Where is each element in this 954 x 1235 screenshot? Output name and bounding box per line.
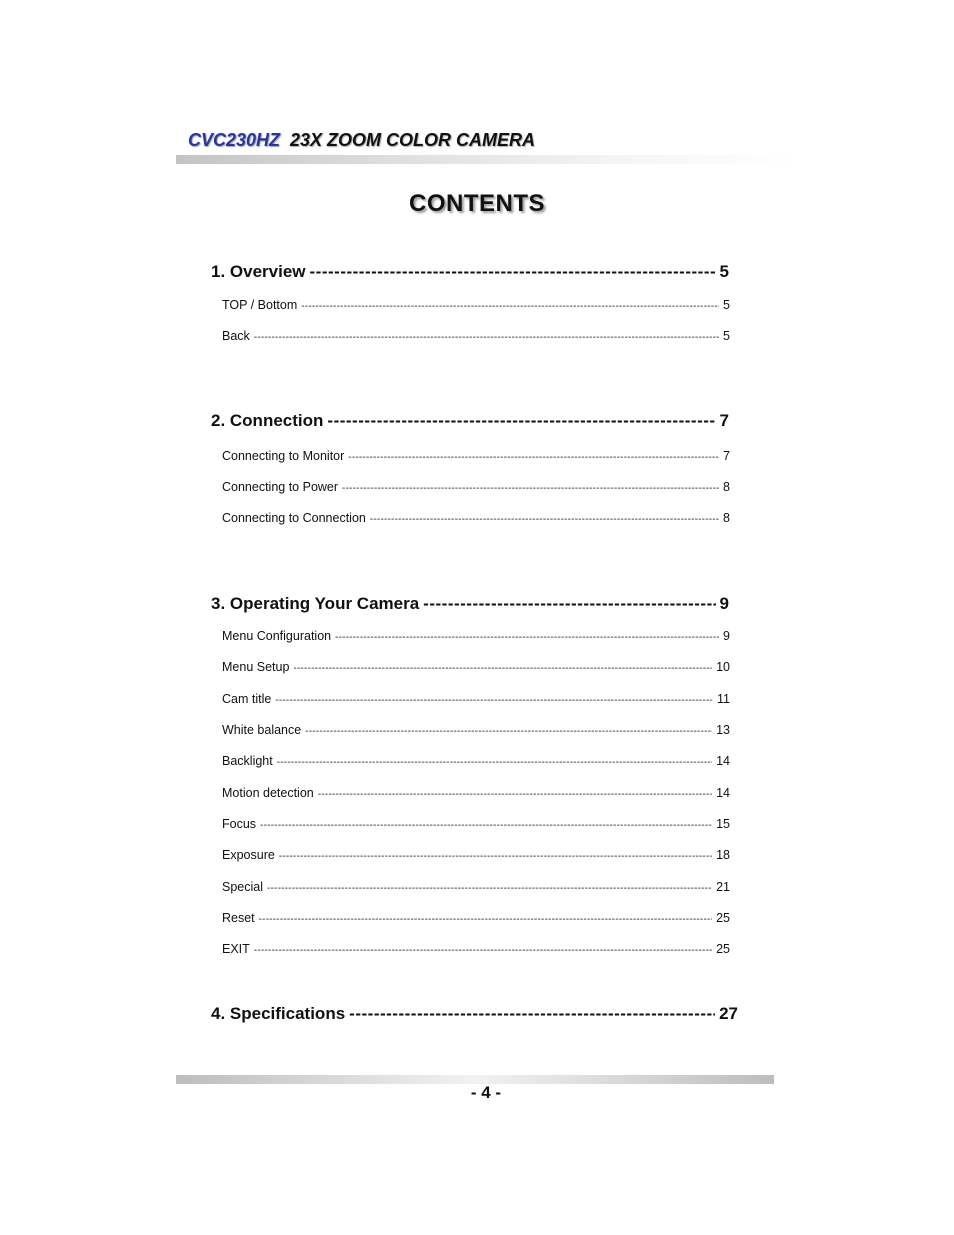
item-page: 5	[723, 298, 730, 312]
toc-item[interactable]	[222, 329, 730, 343]
toc-item[interactable]	[222, 480, 730, 494]
item-page: 9	[723, 629, 730, 643]
model-name: CVC230HZ	[188, 130, 281, 150]
dot-leader	[423, 594, 715, 614]
section-page: 5	[719, 262, 729, 281]
toc-item[interactable]	[222, 692, 730, 706]
item-page: 25	[716, 942, 730, 956]
dot-leader	[327, 411, 715, 431]
dot-leader	[305, 726, 712, 737]
toc-item[interactable]	[222, 942, 730, 956]
item-page: 11	[717, 692, 730, 706]
item-label: Menu Configuration	[222, 629, 332, 643]
dot-leader	[254, 332, 719, 343]
dot-leader	[259, 914, 712, 925]
item-label: Cam title	[222, 692, 272, 706]
toc-item[interactable]	[222, 660, 730, 674]
dot-leader	[277, 757, 712, 768]
dot-leader	[342, 483, 719, 494]
item-page: 10	[716, 660, 730, 674]
toc-item[interactable]	[222, 723, 730, 737]
toc-item[interactable]	[222, 449, 730, 463]
item-page: 5	[723, 329, 730, 343]
toc-item[interactable]	[222, 298, 730, 312]
dot-leader	[279, 851, 712, 862]
item-label: Focus	[222, 817, 257, 831]
item-page: 8	[723, 511, 730, 525]
dot-leader	[348, 452, 719, 463]
section-label: 2. Connection	[211, 411, 324, 430]
toc-item[interactable]	[222, 511, 730, 525]
item-page: 8	[723, 480, 730, 494]
item-page: 13	[716, 723, 730, 737]
item-label: Motion detection	[222, 786, 314, 800]
section-label: 1. Overview	[211, 262, 306, 281]
dot-leader	[335, 632, 719, 643]
product-description: 23X ZOOM COLOR CAMERA	[290, 130, 536, 150]
toc-item[interactable]	[222, 848, 730, 862]
item-page: 7	[723, 449, 730, 463]
item-page: 15	[716, 817, 730, 831]
dot-leader	[275, 695, 713, 706]
item-label: Connecting to Monitor	[222, 449, 345, 463]
item-page: 21	[716, 880, 730, 894]
section-page: 7	[719, 411, 729, 430]
section-label: 3. Operating Your Camera	[211, 594, 420, 613]
item-label: Special	[222, 880, 263, 894]
item-label: Backlight	[222, 754, 273, 768]
item-label: White balance	[222, 723, 302, 737]
item-label: Back	[222, 329, 250, 343]
dot-leader	[293, 663, 712, 674]
dot-leader	[370, 514, 719, 525]
toc-item[interactable]	[222, 911, 730, 925]
dot-leader	[254, 945, 712, 956]
item-label: Connecting to Connection	[222, 511, 366, 525]
item-label: Reset	[222, 911, 255, 925]
toc-section-connection[interactable]	[211, 411, 729, 431]
toc-section-specifications[interactable]	[211, 1004, 738, 1024]
dot-leader	[301, 301, 719, 312]
toc-section-operating-your-camera[interactable]	[211, 594, 729, 614]
item-label: Exposure	[222, 848, 275, 862]
section-page: 27	[719, 1004, 738, 1023]
item-page: 18	[716, 848, 730, 862]
dot-leader	[349, 1004, 715, 1024]
section-label: 4. Specifications	[211, 1004, 346, 1023]
item-label: EXIT	[222, 942, 250, 956]
dot-leader	[310, 262, 716, 282]
page-title: CONTENTS	[409, 190, 545, 217]
item-page: 14	[716, 786, 730, 800]
section-page: 9	[719, 594, 729, 613]
item-page: 14	[716, 754, 730, 768]
toc-item[interactable]	[222, 817, 730, 831]
dot-leader	[318, 789, 712, 800]
toc-item[interactable]	[222, 880, 730, 894]
toc-item[interactable]	[222, 786, 730, 800]
dot-leader	[267, 883, 712, 894]
item-label: Connecting to Power	[222, 480, 339, 494]
item-page: 25	[716, 911, 730, 925]
toc-item[interactable]	[222, 629, 730, 643]
toc-section-overview[interactable]	[211, 262, 729, 282]
page-number: - 4 -	[470, 1083, 502, 1102]
dot-leader	[260, 820, 712, 831]
item-label: Menu Setup	[222, 660, 290, 674]
toc-item[interactable]	[222, 754, 730, 768]
item-label: TOP / Bottom	[222, 298, 298, 312]
